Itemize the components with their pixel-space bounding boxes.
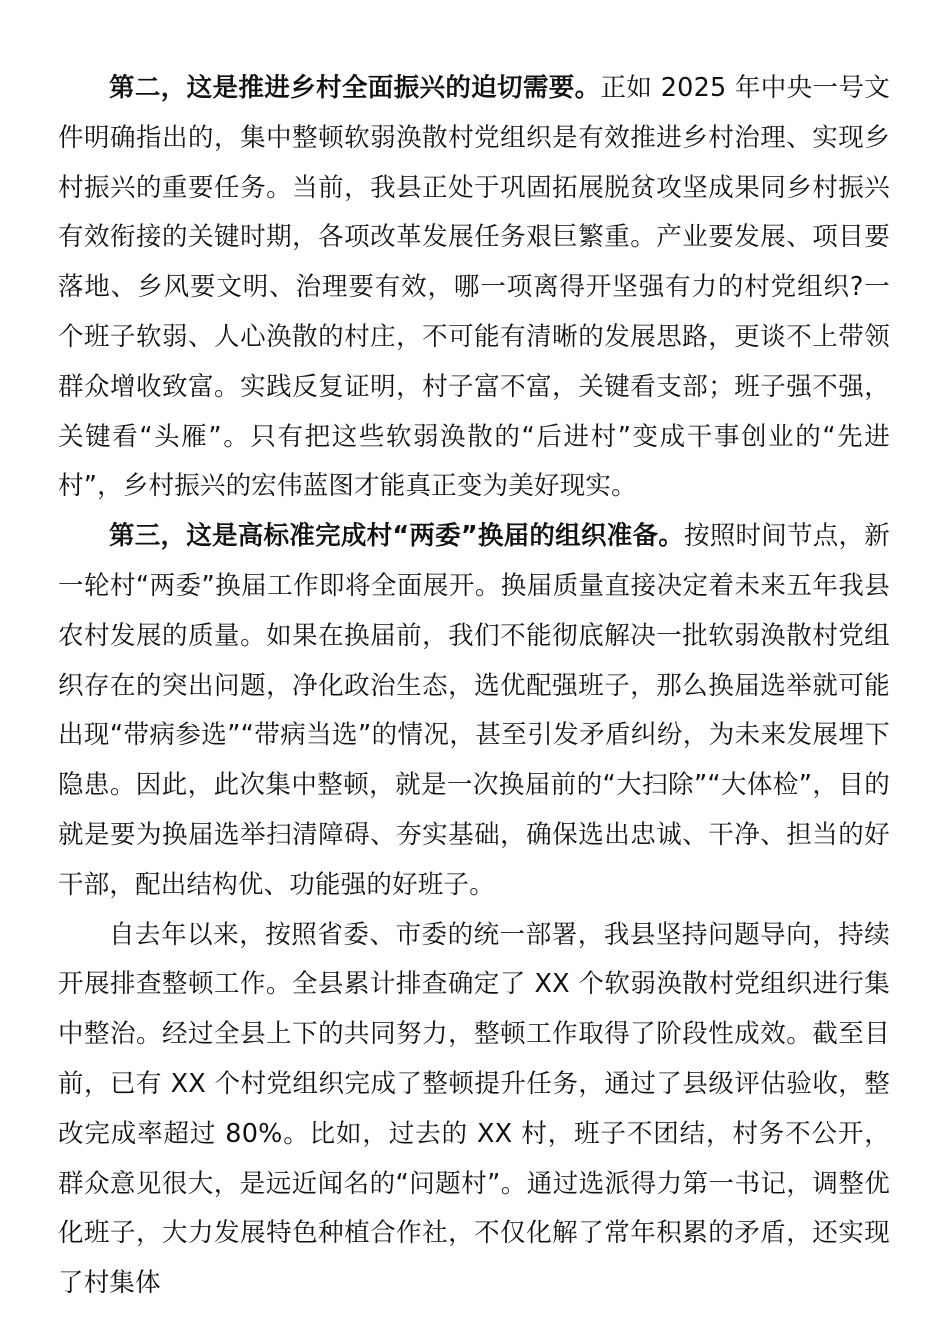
paragraph-text: 按照时间节点，新一轮村“两委”换届工作即将全面展开。换届质量直接决定着未来五年我县农村发展的质量。如果在换届前，我们不能彻底解决一批软弱涣散村党组织存在的突出问题，净化政治生态，选优配强班子，那么换届选举就可能出现“带病参选”“带病当选”的情况，甚至引发矛盾纠纷，为未来发展埋下隐患。因此，此次集中整顿，就是一次换届前的“大扫除”“大体检”，目的就是要为换届选举扫清障碍、夯实基础，确保选出忠诚、干净、担当的好干部，配出结构优、功能强的好班子。	[58, 521, 890, 900]
paragraph-text: 正如 2025 年中央一号文件明确指出的，集中整顿软弱涣散村党组织是有效推进乡村治理、实现乡村振兴的重要任务。当前，我县正处于巩固拓展脱贫攻坚成果同乡村振兴有效衔接的关键时期，各项改革发展任务艰巨繁重。产业要发展、项目要落地、乡风要文明、治理要有效，哪一项离得开坚强有力的村党组织?一个班子软弱、人心涣散的村庄，不可能有清晰的发展思路，更谈不上带领群众增收致富。实践反复证明，村子富不富，关键看支部；班子强不强，关键看“头雁”。只有把这些软弱涣散的“后进村”变成干事创业的“先进村”，乡村振兴的宏伟蓝图才能真正变为美好现实。	[58, 73, 890, 502]
document-body	[58, 64, 890, 1309]
paragraph-third-reason	[58, 512, 890, 910]
paragraph-text: 自去年以来，按照省委、市委的统一部署，我县坚持问题导向，持续开展排查整顿工作。全县累计排查确定了 XX 个软弱涣散村党组织进行集中整治。经过全县上下的共同努力，整顿工作取得了阶段性成效。截至目前，已有 XX 个村党组织完成了整顿提升任务，通过了县级评估验收，整改完成率超过 80%。比如，过去的 XX 村，班子不团结，村务不公开，群众意见很大，是远近闻名的“问题村”。通过选派得力第一书记，调整优化班子，大力发展特色种植合作社，不仅化解了常年积累的矛盾，还实现了村集体	[58, 919, 890, 1299]
paragraph-heading: 第二，这是推进乡村全面振兴的迫切需要。	[109, 73, 601, 103]
paragraph-progress	[58, 911, 890, 1309]
paragraph-second-reason	[58, 64, 890, 512]
paragraph-heading: 第三，这是高标准完成村“两委”换届的组织准备。	[109, 521, 684, 552]
